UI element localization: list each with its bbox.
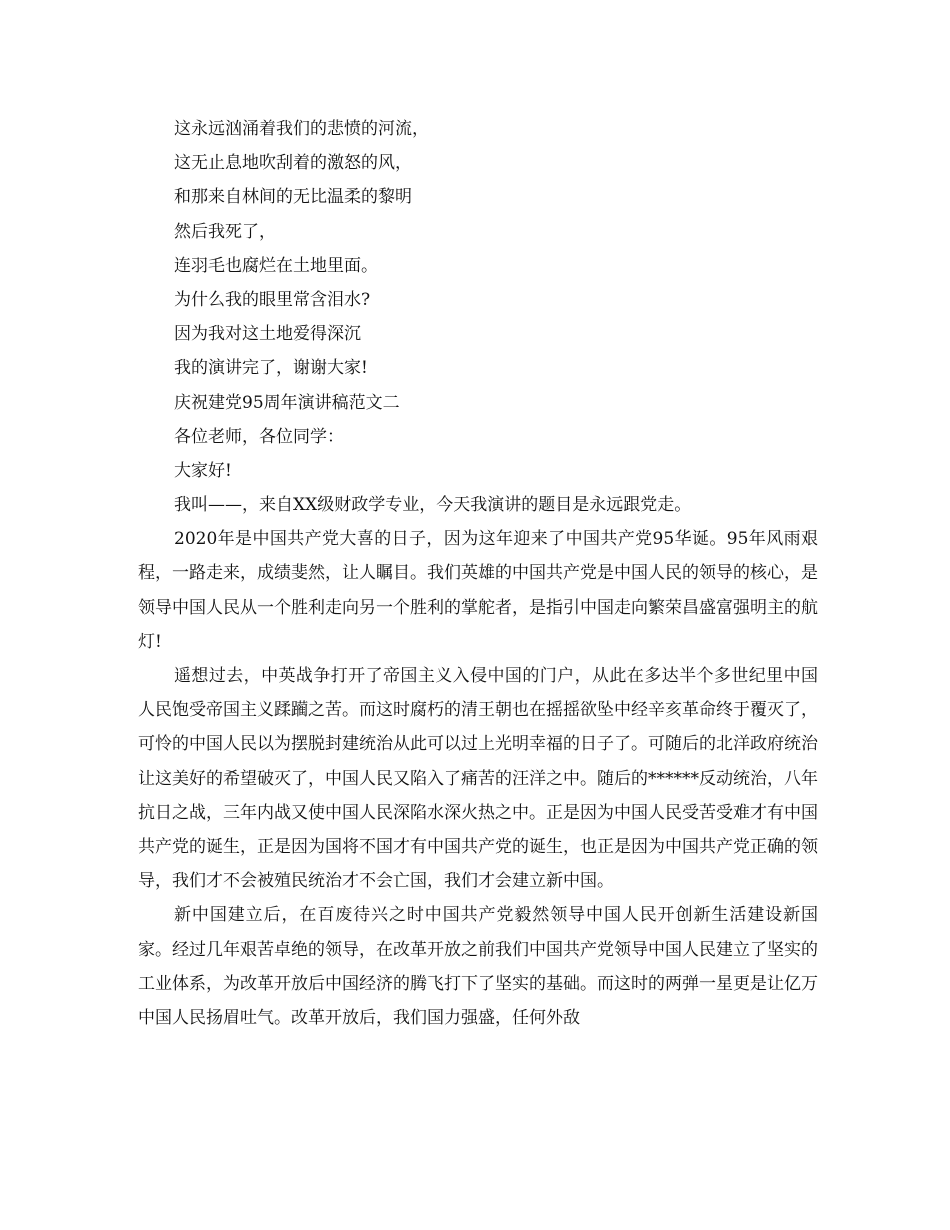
poem-line: 连羽毛也腐烂在土地里面。 [174, 255, 378, 276]
paragraph: 2020年是中国共产党大喜的日子，因为这年迎来了中国共产党95华诞。95年风雨艰程，一路走来，成绩斐然，让人瞩目。我们英雄的中国共产党是中国人民的领导的核心，是领导中国人民从一个胜利走向另一个胜利的掌舵者，是指引中国走向繁荣昌盛富强明主的航灯! [138, 529, 818, 652]
intro-line: 我叫——，来自XX级财政学专业，今天我演讲的题目是永远跟党走。 [174, 495, 692, 516]
poem-line: 为什么我的眼里常含泪水? [174, 289, 371, 310]
closing-line: 我的演讲完了，谢谢大家! [174, 358, 368, 379]
greeting: 大家好! [174, 460, 232, 481]
section-title: 庆祝建党95周年演讲稿范文二 [174, 392, 400, 413]
salutation: 各位老师，各位同学： [174, 426, 344, 447]
poem-line: 因为我对这土地爱得深沉 [174, 324, 361, 345]
poem-line: 这永远汹涌着我们的悲愤的河流， [174, 119, 429, 139]
document-body [138, 112, 818, 1035]
poem-line: 这无止息地吹刮着的激怒的风， [174, 153, 412, 174]
poem-line: 然后我死了， [174, 221, 276, 242]
paragraph: 遥想过去，中英战争打开了帝国主义入侵中国的门户，从此在多达半个多世纪里中国人民饱受帝国主义蹂躏之苦。而这时腐朽的清王朝也在摇摇欲坠中经辛亥革命终于覆灭了，可怜的中国人民以为摆脱封建统治从此可以过上光明幸福的日子了。可随后的北洋政府统治让这美好的希望破灭了，中国人民又陷入了痛苦的汪洋之中。随后的******反动统治，八年抗日之战，三年内战又使中国人民深陷水深火热之中。正是因为中国人民受苦受难才有中国共产党的诞生，正是因为国将不国才有中国共产党的诞生，也正是因为中国共产党正确的领导，我们才不会被殖民统治才不会亡国，我们才会建立新中国。 [138, 666, 818, 892]
paragraph: 新中国建立后，在百废待兴之时中国共产党毅然领导中国人民开创新生活建设新国家。经过几年艰苦卓绝的领导，在改革开放之前我们中国共产党领导中国人民建立了坚实的工业体系，为改革开放后中国经济的腾飞打下了坚实的基础。而这时的两弹一星更是让亿万中国人民扬眉吐气。改革开放后，我们国力强盛，任何外敌 [138, 905, 818, 1029]
poem-line: 和那来自林间的无比温柔的黎明 [174, 187, 412, 208]
